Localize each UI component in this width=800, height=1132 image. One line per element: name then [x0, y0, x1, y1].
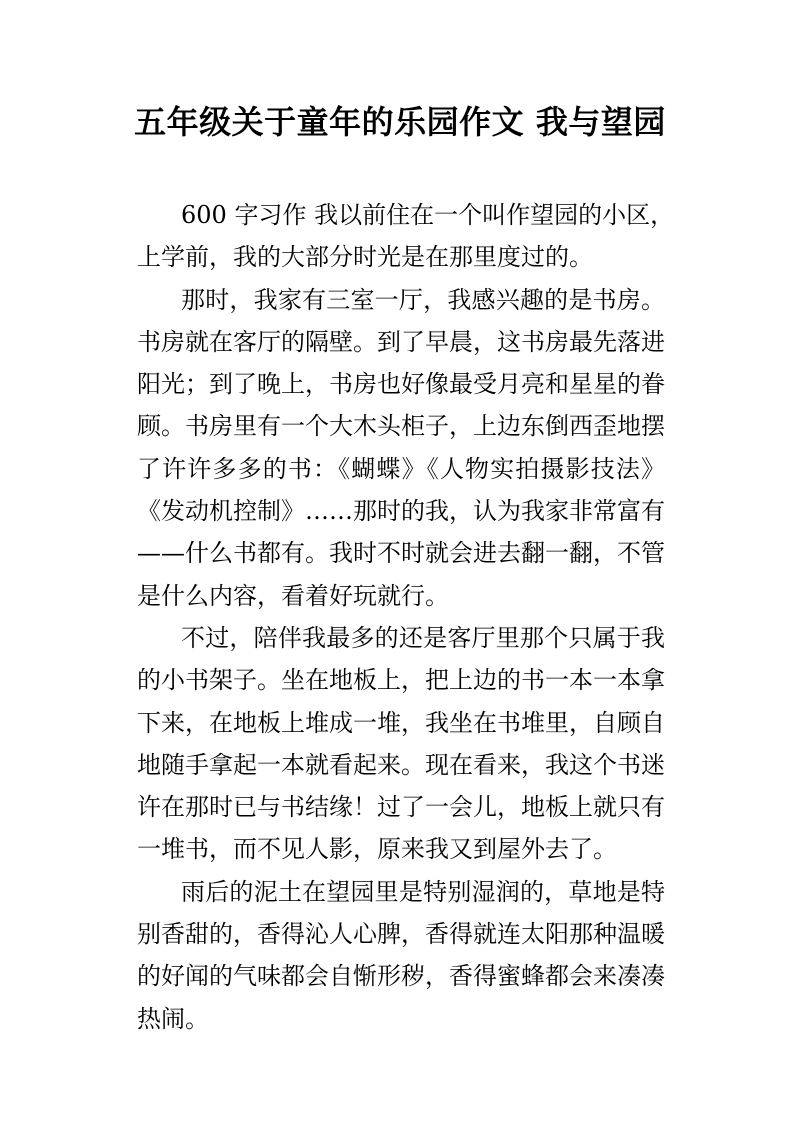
text-line: 了许许多多的书：《蝴蝶》《人物实拍摄影技法》: [137, 454, 665, 483]
text-line: 阳光；到了晚上，书房也好像最受月亮和星星的眷: [137, 370, 665, 399]
text-line: 不过，陪伴我最多的还是客厅里那个只属于我: [181, 623, 665, 652]
text-line: 一堆书，而不见人影，原来我又到屋外去了。: [137, 835, 617, 864]
text-line: 地随手拿起一本就看起来。现在看来，我这个书迷: [137, 750, 665, 779]
text-line: 别香甜的，香得沁人心脾，香得就连太阳那种温暖: [137, 920, 665, 949]
text-line: 的小书架子。坐在地板上，把上边的书一本一本拿: [137, 666, 665, 695]
paragraph: [137, 279, 665, 617]
text-line: 上学前，我的大部分时光是在那里度过的。: [137, 243, 593, 272]
text-line: 600 字习作 我以前住在一个叫作望园的小区，: [181, 201, 675, 229]
text-line: 书房就在客厅的隔壁。到了早晨，这书房最先落进: [137, 327, 665, 356]
text-line: 下来，在地板上堆成一堆，我坐在书堆里，自顾自: [137, 708, 665, 737]
paragraph: [137, 194, 675, 279]
text-line: 那时，我家有三室一厅，我感兴趣的是书房。: [181, 285, 665, 314]
paragraph: [137, 871, 665, 1040]
text-line: 热闹。: [137, 1004, 209, 1033]
text-line: 的好闻的气味都会自惭形秽，香得蜜蜂都会来凑凑: [137, 962, 665, 991]
text-line: 《发动机控制》……那时的我，认为我家非常富有: [137, 497, 665, 526]
text-line: 是什么内容，看着好玩就行。: [137, 581, 449, 610]
text-line: 雨后的泥土在望园里是特别湿润的，草地是特: [181, 877, 665, 906]
text-line: 许在那时已与书结缘！过了一会儿，地板上就只有: [137, 793, 665, 822]
document-body: [137, 194, 675, 1040]
document-title: 五年级关于童年的乐园作文 我与望园: [134, 103, 666, 141]
text-line: 顾。书房里有一个大木头柜子，上边东倒西歪地摆: [137, 412, 665, 441]
paragraph: [137, 617, 665, 871]
text-line: ——什么书都有。我时不时就会进去翻一翻，不管: [137, 539, 665, 568]
